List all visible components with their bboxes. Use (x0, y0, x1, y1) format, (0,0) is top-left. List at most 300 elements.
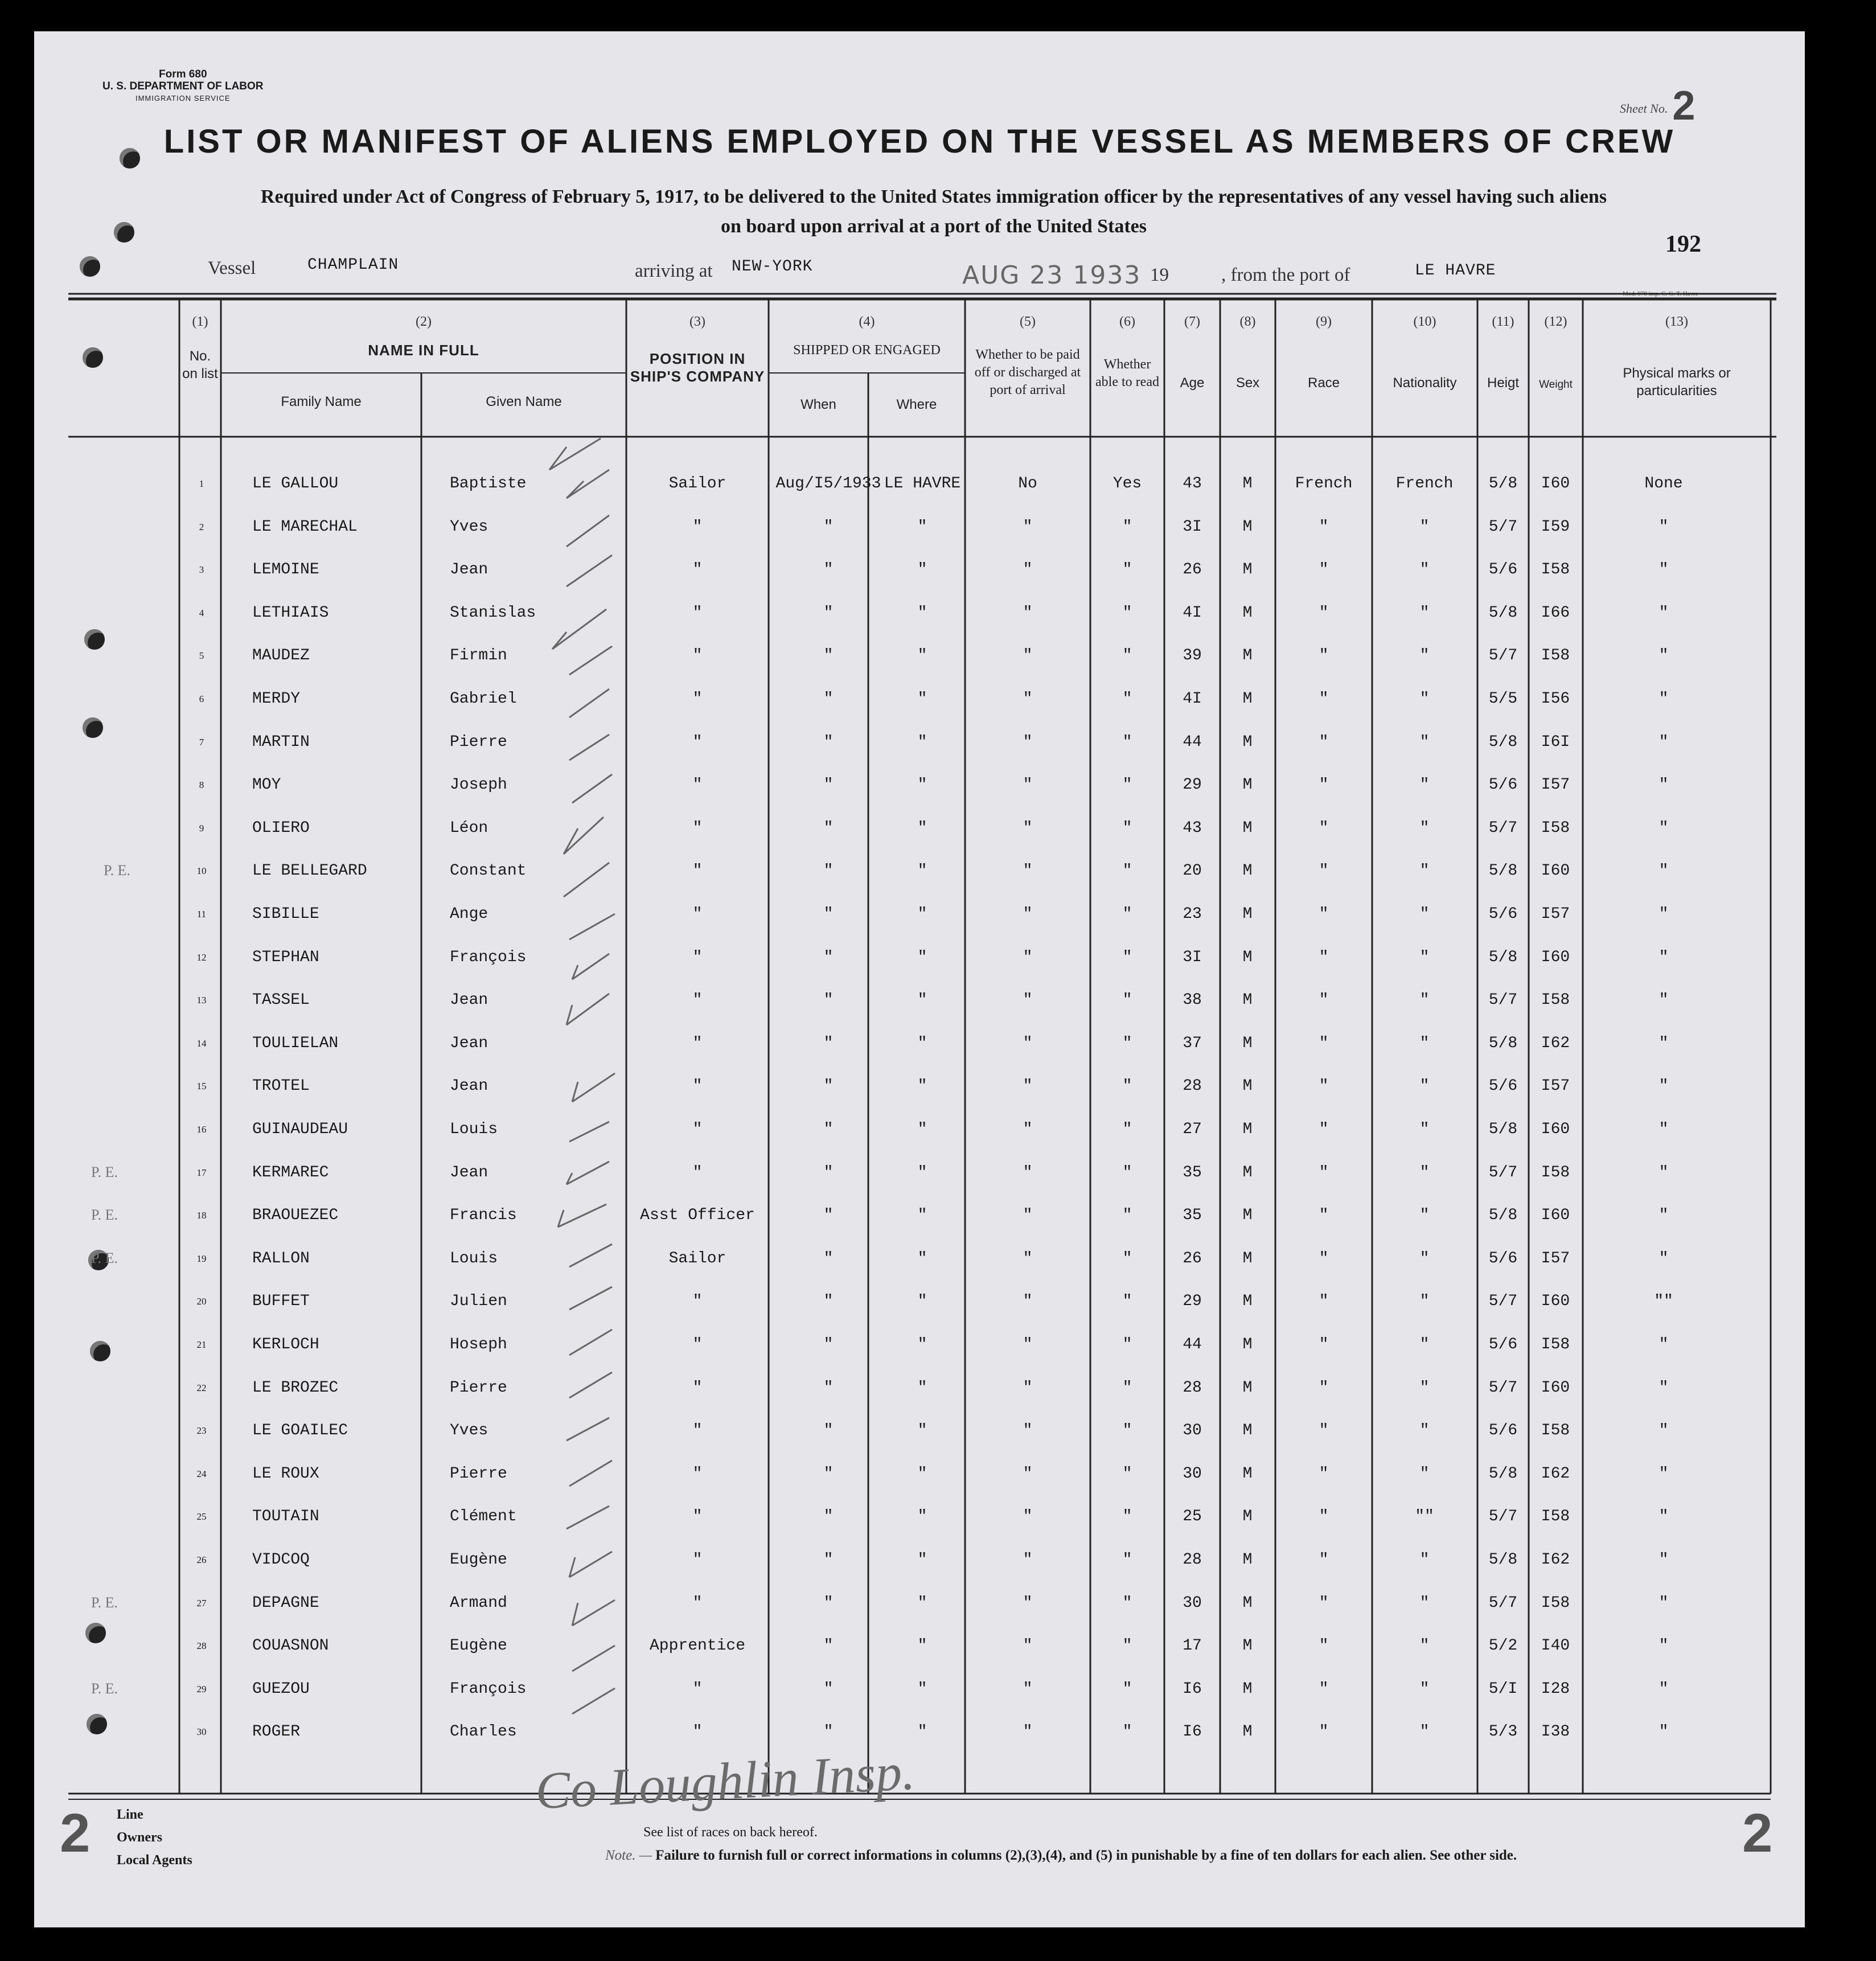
cell-height: 5/I (1488, 1680, 1518, 1698)
cell-when: " (823, 948, 834, 966)
cell-given-name: Charles (450, 1723, 517, 1741)
cell-family-name: KERMAREC (252, 1163, 329, 1181)
margin-note: P. E. (91, 1680, 118, 1697)
cell-position: " (692, 819, 703, 837)
cell-paid-off: " (1023, 1508, 1033, 1526)
cell-race: " (1319, 1293, 1329, 1311)
cell-age: I6 (1183, 1680, 1202, 1698)
cell-race: " (1319, 1077, 1329, 1096)
cell-number: 24 (196, 1468, 207, 1479)
cell-number: 5 (199, 650, 204, 662)
vessel-label: Vessel (208, 258, 256, 278)
cell-race: " (1319, 561, 1329, 579)
arriving-port: NEW-YORK (732, 258, 813, 276)
cell-race: " (1319, 1464, 1329, 1483)
cell-able-to-read: " (1122, 1207, 1132, 1225)
cell-number: 27 (196, 1597, 207, 1609)
cell-where: " (917, 1293, 927, 1311)
cell-where: " (917, 1336, 927, 1353)
cell-nationality: " (1419, 862, 1430, 880)
cell-able-to-read: " (1122, 905, 1132, 923)
service-name: IMMIGRATION SERVICE (135, 94, 231, 102)
cell-position: " (692, 1163, 703, 1181)
cell-able-to-read: " (1122, 819, 1132, 837)
cell-physical-marks: " (1659, 690, 1669, 708)
cell-sex: M (1242, 518, 1253, 536)
cell-where: " (917, 1594, 927, 1612)
cell-weight: I58 (1541, 1422, 1570, 1440)
footer-penalty-note (605, 1848, 1517, 1864)
cell-position: Sailor (668, 475, 726, 493)
cell-physical-marks: " (1659, 1680, 1669, 1698)
cell-where: LE HAVRE (884, 475, 961, 493)
cell-given-name: Jean (450, 991, 489, 1010)
cell-weight: I60 (1541, 862, 1570, 880)
cell-sex: M (1242, 1680, 1253, 1698)
cell-when: " (823, 905, 834, 923)
margin-note: P. E. (91, 1249, 118, 1266)
cell-given-name: Hoseph (450, 1336, 507, 1353)
cell-sex: M (1242, 1422, 1253, 1440)
cell-nationality: " (1419, 561, 1430, 579)
cell-nationality: " (1419, 1077, 1430, 1096)
sheet-number-label: Sheet No. (1620, 101, 1668, 116)
cell-number: 6 (199, 694, 204, 704)
cell-position: " (692, 862, 703, 880)
cell-age: I6 (1183, 1723, 1202, 1741)
header-nationality: Nationality (1393, 375, 1457, 391)
cell-weight: I58 (1541, 991, 1570, 1010)
header-age: Age (1180, 375, 1205, 391)
cell-when: " (823, 1637, 834, 1655)
cell-able-to-read: " (1122, 561, 1132, 579)
cell-physical-marks: " (1659, 862, 1669, 880)
cell-when: " (823, 1594, 834, 1612)
cell-given-name: Léon (450, 819, 489, 837)
footer-note-text: Failure to furnish full or correct informations in columns (2),(3),(4), and (5) in punishable by a fine of ten dollars for each alien. See other side. (655, 1848, 1517, 1863)
cell-number: 29 (196, 1683, 207, 1695)
cell-able-to-read: " (1122, 948, 1132, 966)
cell-physical-marks: " (1659, 1594, 1669, 1612)
cell-position: Sailor (668, 1249, 726, 1267)
cell-nationality: " (1419, 1207, 1430, 1225)
arriving-label: arriving at (635, 261, 713, 281)
cell-sex: M (1242, 776, 1253, 794)
cell-race: " (1319, 647, 1329, 665)
column-number: (2) (416, 314, 432, 329)
cell-height: 5/8 (1488, 1551, 1518, 1569)
cell-given-name: Louis (450, 1121, 498, 1138)
cell-number: 1 (199, 478, 204, 489)
subtitle-line-1: Required under Act of Congress of February 5, 1917, to be delivered to the United States immigration officer by the representatives of any vessel having such aliens (260, 186, 1607, 207)
cell-number: 25 (196, 1511, 207, 1523)
cell-weight: I60 (1541, 948, 1570, 966)
cell-nationality: " (1419, 1336, 1430, 1353)
cell-height: 5/7 (1488, 1293, 1518, 1311)
cell-weight: I57 (1541, 1249, 1570, 1267)
column-number: (12) (1544, 314, 1567, 329)
cell-age: 38 (1183, 991, 1202, 1010)
cell-sex: M (1242, 604, 1253, 622)
cell-family-name: COUASNON (252, 1637, 329, 1655)
cell-height: 5/6 (1488, 1422, 1518, 1440)
cell-position: " (692, 1464, 703, 1483)
column-number: (1) (192, 314, 208, 329)
header-physical-marks: Physical marks or particularities (1623, 366, 1731, 399)
cell-age: 29 (1183, 1293, 1202, 1311)
column-number: (5) (1020, 314, 1036, 329)
cell-able-to-read: Yes (1113, 475, 1142, 493)
cell-sex: M (1242, 1249, 1253, 1267)
cell-position: " (692, 1723, 703, 1741)
cell-height: 5/7 (1488, 819, 1518, 837)
cell-sex: M (1242, 1336, 1253, 1353)
cell-sex: M (1242, 1034, 1253, 1052)
cell-paid-off: " (1023, 948, 1033, 966)
cell-age: 28 (1183, 1551, 1202, 1569)
cell-able-to-read: " (1122, 1249, 1132, 1267)
cell-when: " (823, 1508, 834, 1526)
cell-height: 5/7 (1488, 1594, 1518, 1612)
cell-weight: I60 (1541, 1293, 1570, 1311)
cell-weight: I60 (1541, 475, 1570, 493)
cell-age: 4I (1183, 690, 1202, 708)
cell-where: " (917, 1379, 927, 1397)
subtitle-line-2: on board upon arrival at a port of the United States (720, 216, 1147, 237)
cell-paid-off: " (1023, 733, 1033, 751)
cell-paid-off: " (1023, 1207, 1033, 1225)
cell-height: 5/8 (1488, 1034, 1518, 1052)
cell-number: 8 (199, 780, 204, 791)
cell-race: " (1319, 1379, 1329, 1397)
cell-when: " (823, 1422, 834, 1440)
cell-number: 7 (199, 736, 204, 748)
cell-able-to-read: " (1122, 776, 1132, 794)
cell-able-to-read: " (1122, 647, 1132, 665)
column-number: (7) (1184, 314, 1200, 329)
cell-height: 5/6 (1488, 1077, 1518, 1096)
cell-where: " (917, 776, 927, 794)
cell-nationality: " (1419, 1034, 1430, 1052)
cell-given-name: François (450, 1680, 527, 1698)
cell-family-name: LE MARECHAL (252, 518, 358, 536)
cell-where: " (917, 1464, 927, 1483)
cell-weight: I62 (1541, 1034, 1570, 1052)
cell-physical-marks: " (1659, 561, 1669, 579)
cell-family-name: TOUTAIN (252, 1508, 319, 1526)
cell-when: Aug/I5/1933 (775, 475, 881, 493)
cell-nationality: " (1419, 948, 1430, 966)
cell-physical-marks: " (1659, 1034, 1669, 1052)
cell-age: 3I (1183, 518, 1202, 536)
header-position: POSITION IN SHIP'S COMPANY (630, 350, 765, 385)
cell-paid-off: " (1023, 1121, 1033, 1138)
cell-position: " (692, 733, 703, 751)
cell-able-to-read: " (1122, 1077, 1132, 1096)
cell-paid-off: " (1023, 1077, 1033, 1096)
cell-sex: M (1242, 561, 1253, 579)
cell-height: 5/6 (1488, 1336, 1518, 1353)
cell-number: 28 (196, 1640, 207, 1652)
cell-race: " (1319, 1163, 1329, 1181)
cell-family-name: SIBILLE (252, 905, 319, 923)
cell-able-to-read: " (1122, 518, 1132, 536)
cell-family-name: ROGER (252, 1723, 301, 1741)
cell-paid-off: " (1023, 1551, 1033, 1569)
header-when: When (801, 397, 836, 412)
form-number: Form 680 (159, 68, 207, 80)
cell-sex: M (1242, 1637, 1253, 1655)
cell-position: " (692, 948, 703, 966)
margin-note: P. E. (91, 1594, 118, 1611)
cell-where: " (917, 1508, 927, 1526)
cell-family-name: MARTIN (252, 733, 310, 751)
cell-number: 9 (199, 822, 204, 834)
cell-weight: I40 (1541, 1637, 1570, 1655)
footer-owners-label: Owners (117, 1830, 162, 1845)
cell-number: 17 (196, 1167, 207, 1178)
cell-race: " (1319, 948, 1329, 966)
cell-race: " (1319, 1551, 1329, 1569)
cell-family-name: MERDY (252, 690, 301, 708)
cell-physical-marks: " (1659, 819, 1669, 837)
cell-sex: M (1242, 1464, 1253, 1483)
cell-race: " (1319, 862, 1329, 880)
header-paid-off: Whether to be paid off or discharged at port of arrival (974, 347, 1081, 397)
year-prefix: 192 (1665, 231, 1701, 257)
cell-paid-off: " (1023, 1163, 1033, 1181)
cell-age: 43 (1183, 819, 1202, 837)
cell-age: 28 (1183, 1379, 1202, 1397)
cell-sex: M (1242, 862, 1253, 880)
cell-position: Apprentice (649, 1637, 746, 1655)
cell-able-to-read: " (1122, 1508, 1132, 1526)
footer-line-label: Line (117, 1807, 143, 1822)
cell-number: 30 (196, 1726, 207, 1738)
cell-position: " (692, 561, 703, 579)
cell-number: 13 (196, 995, 207, 1006)
cell-number: 16 (196, 1124, 207, 1135)
cell-position: " (692, 1293, 703, 1311)
cell-family-name: TASSEL (252, 991, 310, 1010)
cell-able-to-read: " (1122, 1422, 1132, 1440)
cell-physical-marks: " (1659, 1121, 1669, 1138)
cell-paid-off: " (1023, 776, 1033, 794)
cell-given-name: Gabriel (450, 690, 517, 708)
cell-sex: M (1242, 475, 1253, 493)
cell-given-name: Louis (450, 1249, 498, 1267)
cell-physical-marks: " (1659, 733, 1669, 751)
cell-physical-marks: " (1659, 905, 1669, 923)
cell-family-name: MOY (252, 776, 281, 794)
header-race: Race (1307, 375, 1340, 391)
cell-height: 5/5 (1488, 690, 1518, 708)
cell-where: " (917, 948, 927, 966)
cell-when: " (823, 518, 834, 536)
cell-able-to-read: " (1122, 1336, 1132, 1353)
cell-age: 17 (1183, 1637, 1202, 1655)
cell-family-name: LE BELLEGARD (252, 862, 367, 880)
print-note: Mod. 978 imp. C. G. T. Havre (1623, 290, 1698, 297)
cell-race: " (1319, 1680, 1329, 1698)
cell-sex: M (1242, 905, 1253, 923)
cell-given-name: Constant (450, 862, 527, 880)
sheet-number-value: 2 (1672, 83, 1696, 129)
cell-weight: I66 (1541, 604, 1570, 622)
column-number: (4) (859, 314, 875, 329)
cell-family-name: KERLOCH (252, 1336, 319, 1353)
cell-number: 10 (196, 865, 207, 877)
cell-height: 5/7 (1488, 647, 1518, 665)
cell-number: 3 (199, 564, 204, 576)
cell-able-to-read: " (1122, 1034, 1132, 1052)
column-number: (13) (1665, 314, 1688, 329)
cell-race: " (1319, 1034, 1329, 1052)
cell-nationality: " (1419, 1637, 1430, 1655)
cell-sex: M (1242, 1293, 1253, 1311)
cell-when: " (823, 1551, 834, 1569)
cell-given-name: Jean (450, 1163, 489, 1181)
cell-sex: M (1242, 647, 1253, 665)
cell-when: " (823, 1163, 834, 1181)
from-port: LE HAVRE (1415, 262, 1496, 280)
column-number: (3) (689, 314, 705, 329)
cell-age: 3I (1183, 948, 1202, 966)
cell-where: " (917, 1121, 927, 1138)
cell-where: " (917, 991, 927, 1010)
cell-race: " (1319, 1422, 1329, 1440)
check-marks (549, 438, 615, 1714)
cell-where: " (917, 819, 927, 837)
cell-sex: M (1242, 1077, 1253, 1096)
cell-when: " (823, 561, 834, 579)
cell-where: " (917, 518, 927, 536)
cell-height: 5/7 (1488, 1379, 1518, 1397)
cell-when: " (823, 1077, 834, 1096)
cell-physical-marks: " (1659, 1422, 1669, 1440)
cell-able-to-read: " (1122, 1637, 1132, 1655)
cell-race: " (1319, 1336, 1329, 1353)
cell-weight: I57 (1541, 905, 1570, 923)
cell-when: " (823, 776, 834, 794)
cell-given-name: Yves (450, 1422, 489, 1440)
cell-where: " (917, 1207, 927, 1225)
cell-number: 20 (196, 1296, 207, 1307)
cell-given-name: Clément (450, 1508, 517, 1526)
cell-age: 35 (1183, 1207, 1202, 1225)
cell-weight: I60 (1541, 1379, 1570, 1397)
cell-physical-marks: " (1659, 1551, 1669, 1569)
cell-where: " (917, 1422, 927, 1440)
cell-age: 44 (1183, 733, 1202, 751)
cell-height: 5/8 (1488, 733, 1518, 751)
header-given-name: Given Name (486, 394, 562, 409)
cell-physical-marks: " (1659, 776, 1669, 794)
cell-height: 5/7 (1488, 991, 1518, 1010)
cell-when: " (823, 1207, 834, 1225)
cell-paid-off: " (1023, 1336, 1033, 1353)
cell-nationality: " (1419, 1594, 1430, 1612)
cell-family-name: LE GOAILEC (252, 1422, 348, 1440)
cell-age: 30 (1183, 1464, 1202, 1483)
cell-position: " (692, 1336, 703, 1353)
header-able-to-read: Whether able to read (1095, 357, 1159, 389)
cell-able-to-read: " (1122, 1680, 1132, 1698)
cell-where: " (917, 1680, 927, 1698)
cell-nationality: " (1419, 1551, 1430, 1569)
cell-paid-off: " (1023, 647, 1033, 665)
cell-family-name: RALLON (252, 1249, 310, 1267)
cell-weight: I58 (1541, 647, 1570, 665)
cell-given-name: Francis (450, 1207, 517, 1225)
cell-height: 5/7 (1488, 518, 1518, 536)
vessel-name: CHAMPLAIN (307, 256, 399, 274)
cell-race: " (1319, 733, 1329, 751)
cell-given-name: Armand (450, 1594, 507, 1612)
cell-physical-marks: "" (1654, 1293, 1673, 1311)
cell-sex: M (1242, 948, 1253, 966)
cell-sex: M (1242, 1723, 1253, 1741)
cell-when: " (823, 1336, 834, 1353)
cell-sex: M (1242, 819, 1253, 837)
cell-when: " (823, 1379, 834, 1397)
cell-height: 5/8 (1488, 862, 1518, 880)
cell-age: 30 (1183, 1422, 1202, 1440)
cell-paid-off: " (1023, 1422, 1033, 1440)
cell-race: French (1295, 475, 1353, 493)
cell-where: " (917, 1723, 927, 1741)
page-mark-right: 2 (1742, 1803, 1773, 1864)
cell-paid-off: " (1023, 518, 1033, 536)
cell-race: " (1319, 1121, 1329, 1138)
cell-nationality: " (1419, 690, 1430, 708)
cell-physical-marks: " (1659, 1637, 1669, 1655)
cell-paid-off: " (1023, 1637, 1033, 1655)
cell-paid-off: " (1023, 819, 1033, 837)
cell-given-name: Julien (450, 1293, 507, 1311)
cell-given-name: François (450, 948, 527, 966)
cell-where: " (917, 862, 927, 880)
footer-note-label: Note. — (605, 1848, 652, 1863)
footer-labels (117, 1803, 192, 1872)
cell-able-to-read: " (1122, 1121, 1132, 1138)
cell-when: " (823, 1034, 834, 1052)
manifest-sheet (34, 31, 1805, 1927)
cell-physical-marks: " (1659, 991, 1669, 1010)
cell-race: " (1319, 1594, 1329, 1612)
cell-able-to-read: " (1122, 1551, 1132, 1569)
cell-number: 23 (196, 1425, 207, 1437)
cell-nationality: " (1419, 1121, 1430, 1138)
cell-given-name: Pierre (450, 1464, 507, 1483)
cell-position: " (692, 1422, 703, 1440)
cell-able-to-read: " (1122, 991, 1132, 1010)
cell-family-name: STEPHAN (252, 948, 319, 966)
cell-family-name: TROTEL (252, 1077, 310, 1096)
cell-family-name: MAUDEZ (252, 647, 310, 665)
cell-position: " (692, 1034, 703, 1052)
cell-given-name: Eugène (450, 1637, 507, 1655)
cell-where: " (917, 905, 927, 923)
header-no-on-list: No. on list (182, 348, 218, 381)
year-label: 19 (1150, 265, 1169, 285)
cell-where: " (917, 733, 927, 751)
cell-when: " (823, 1723, 834, 1741)
cell-given-name: Jean (450, 1034, 489, 1052)
cell-position: " (692, 604, 703, 622)
cell-weight: I56 (1541, 690, 1570, 708)
cell-given-name: Stanislas (450, 604, 536, 622)
